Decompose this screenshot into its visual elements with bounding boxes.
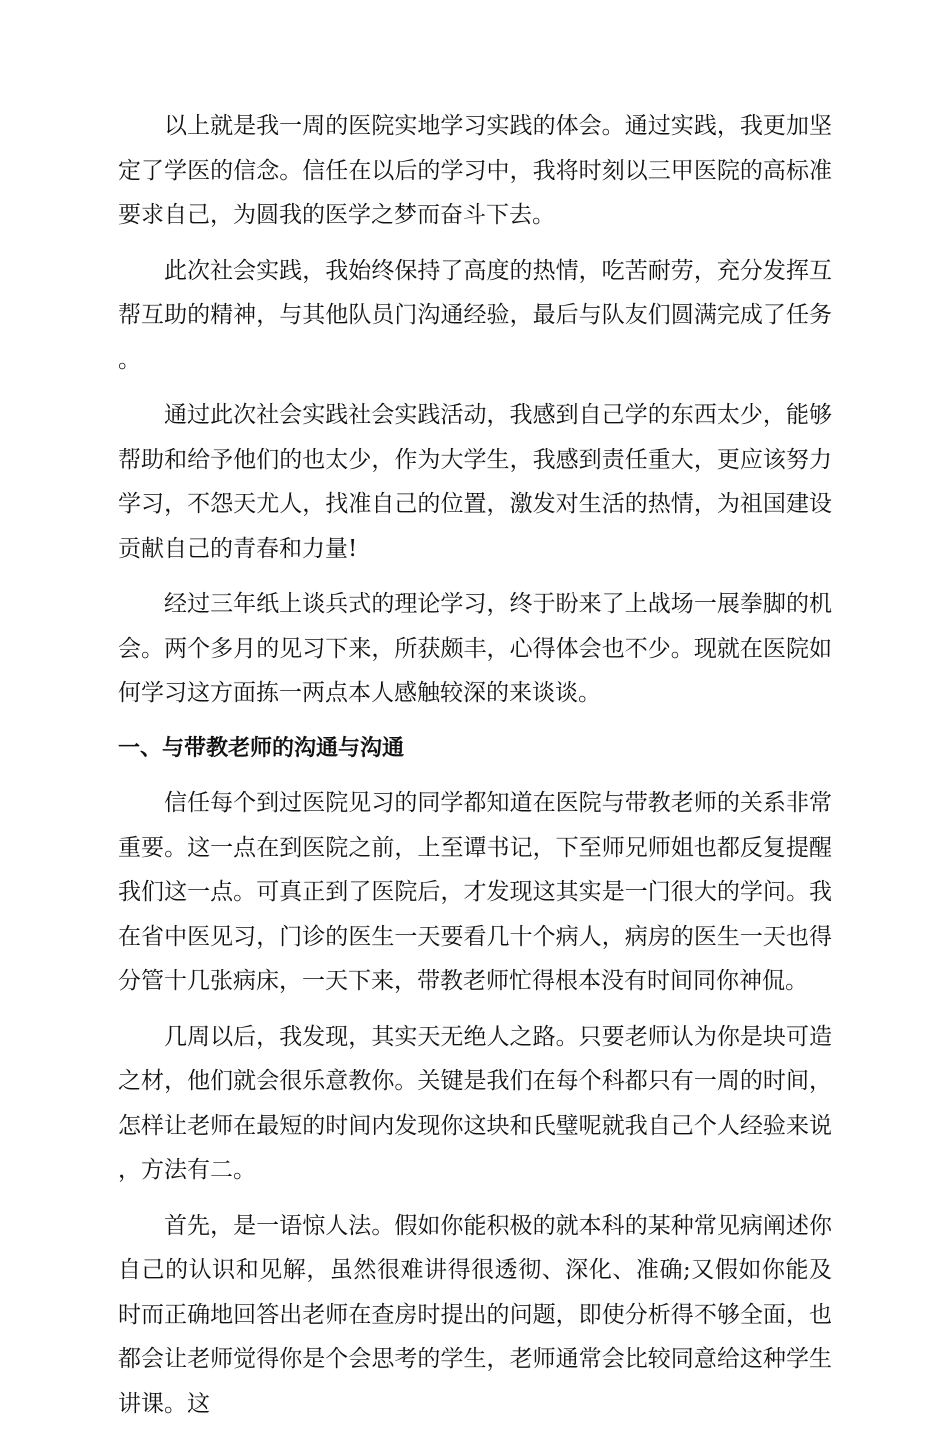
paragraph-social-practice: 此次社会实践，我始终保持了高度的热情，吃苦耐劳，充分发挥互帮互助的精神，与其他队员门沟通经验，最后与队友们圆满完成了任务。 [118, 257, 832, 373]
document-body [118, 104, 832, 1437]
paragraph-internship-intro: 经过三年纸上谈兵式的理论学习，终于盼来了上战场一展拳脚的机会。两个多月的见习下来，所获颇丰，心得体会也不少。现就在医院如何学习这方面拣一两点本人感触较深的来谈谈。 [118, 591, 832, 706]
paragraph-conclusion: 以上就是我一周的医院实地学习实践的体会。通过实践，我更加坚定了学医的信念。信任在以后的学习中，我将时刻以三甲医院的高标准要求自己，为圆我的医学之梦而奋斗下去。 [118, 113, 832, 228]
paragraph-method-one: 首先，是一语惊人法。假如你能积极的就本科的某种常见病阐述你自己的认识和见解，虽然很难讲得很透彻、深化、准确;又假如你能及时而正确地回答出老师在查房时提出的问题，即使分析得不够全面，也都会让老师觉得你是个会思考的学生，老师通常会比较同意给这种学生讲课。这 [118, 1212, 832, 1417]
section-heading: 一、与带教老师的沟通与沟通 [118, 735, 405, 761]
paragraph-responsibility: 通过此次社会实践社会实践活动，我感到自己学的东西太少，能够帮助和给予他们的也太少，作为大学生，我感到责任重大，更应该努力学习，不怨天尤人，找准自己的位置，激发对生活的热情，为祖国建设贡献自己的青春和力量! [118, 402, 832, 562]
paragraph-teacher-relationship: 信任每个到过医院见习的同学都知道在医院与带教老师的关系非常重要。这一点在到医院之前，上至谭书记，下至师兄师姐也都反复提醒我们这一点。可真正到了医院后，才发现这其实是一门很大的学问。我在省中医见习，门诊的医生一天要看几十个病人，病房的医生一天也得分管十几张病床，一天下来，带教老师忙得根本没有时间同你神侃。 [118, 790, 832, 994]
paragraph-discovery: 几周以后，我发现，其实天无绝人之路。只要老师认为你是块可造之材，他们就会很乐意教你。关键是我们在每个科都只有一周的时间，怎样让老师在最短的时间内发现你这块和氏璧呢就我自己个人经验来说，方法有二。 [118, 1023, 832, 1183]
